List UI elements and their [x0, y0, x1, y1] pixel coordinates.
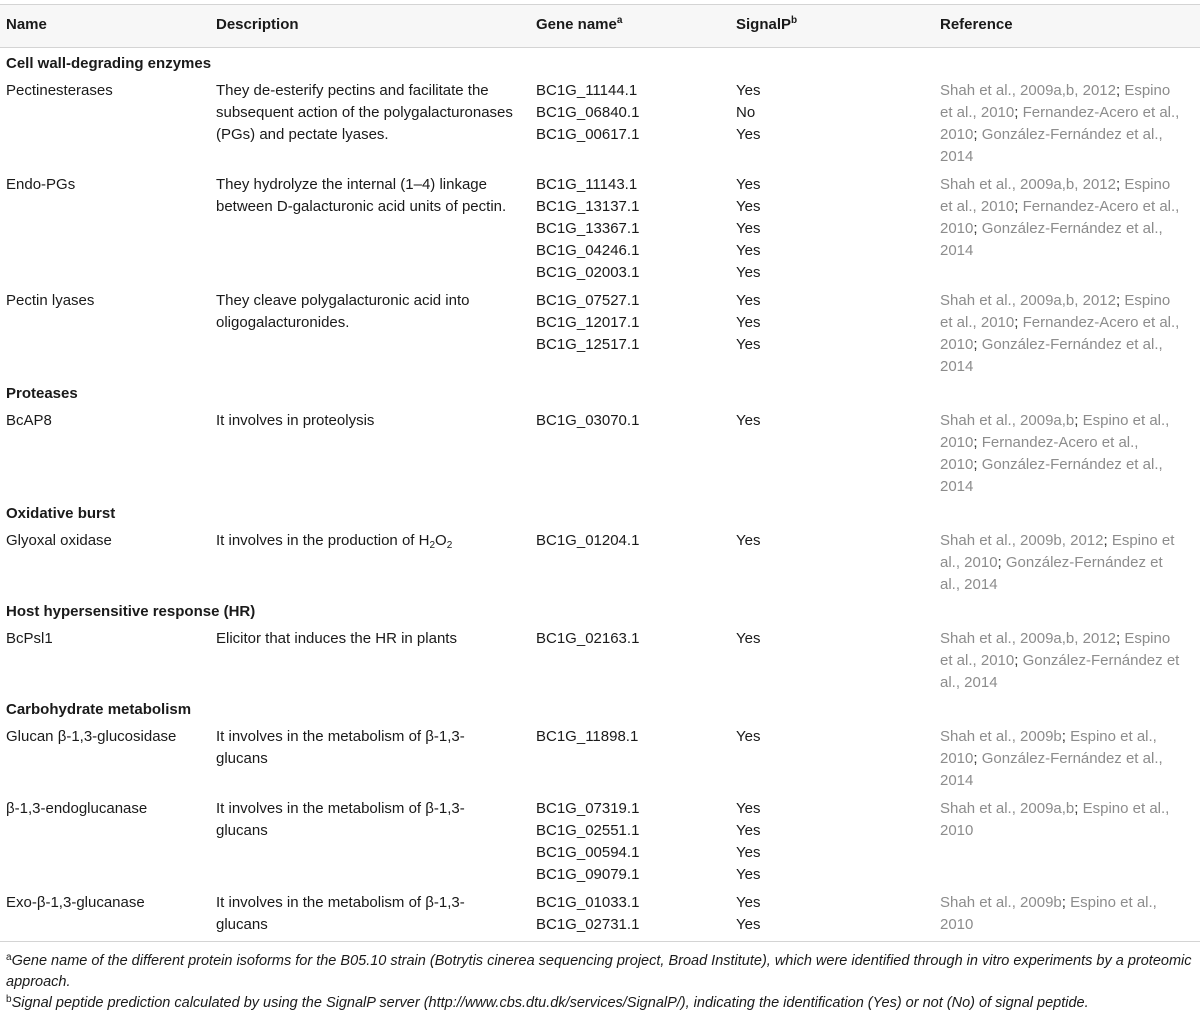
cell-gene-names — [536, 74, 736, 168]
reference-link[interactable]: Shah et al., 2009a,b, 2012 — [940, 82, 1116, 99]
gene-name: BC1G_13137.1 — [536, 198, 640, 215]
header-name: Name — [0, 5, 216, 48]
signalp-value: Yes — [736, 176, 761, 193]
cell-reference: Shah et al., 2009a,b, 2012; Espino et al., 2010; Fernandez-Acero et al., 2010; González-Fernández et al., 2014 — [940, 176, 1180, 259]
cell-name: β-1,3-endoglucanase — [6, 800, 148, 817]
cell-reference: Shah et al., 2009a,b; Espino et al., 2010 — [940, 800, 1170, 839]
cell-gene-names — [536, 404, 736, 498]
signalp-value: Yes — [736, 82, 761, 99]
reference-link[interactable]: Espino et al., 2010 — [940, 800, 1170, 839]
cell-signalp — [736, 284, 940, 378]
signalp-value: Yes — [736, 728, 761, 745]
header-signalp: SignalP$^b$ — [736, 5, 940, 48]
footnote-b: $^b$Signal peptide prediction calculated by using the SignalP server (http://www.cbs.dtu.dk/services/SignalP/), indicating the identification (Yes) or not (No) of signal peptide. — [6, 994, 1089, 1011]
table-row — [0, 404, 1200, 498]
cell-description: It involves in the metabolism of β-1,3-glucans — [216, 728, 465, 767]
reference-link[interactable]: González-Fernández et al., 2014 — [940, 750, 1163, 789]
reference-link[interactable]: Shah et al., 2009b — [940, 894, 1062, 911]
section-title: Cell wall-degrading enzymes — [6, 55, 212, 72]
section-title: Carbohydrate metabolism — [6, 701, 192, 718]
section-header — [0, 498, 1200, 524]
footnote-a: $^a$Gene name of the different protein isoforms for the B05.10 strain (Botrytis cinerea sequencing project, Broad Institute), which were identified through in vitro experiments by a proteomic approach. — [6, 952, 1192, 990]
cell-signalp — [736, 74, 940, 168]
table-row — [0, 720, 1200, 792]
reference-link[interactable]: Espino et al., 2010 — [940, 82, 1171, 121]
gene-name: BC1G_13367.1 — [536, 220, 640, 237]
header-gene-name: Gene name$^a$ — [536, 5, 736, 48]
signalp-value: Yes — [736, 264, 761, 281]
cell-name: Pectinesterases — [6, 82, 113, 99]
gene-name: BC1G_12517.1 — [536, 336, 640, 353]
signalp-value: Yes — [736, 314, 761, 331]
cell-reference: Shah et al., 2009a,b, 2012; Espino et al., 2010; González-Fernández et al., 2014 — [940, 630, 1180, 691]
gene-name: BC1G_01204.1 — [536, 532, 640, 549]
table-row — [0, 74, 1200, 168]
cell-name: BcPsl1 — [6, 630, 53, 647]
gene-name: BC1G_02003.1 — [536, 264, 640, 281]
table-row — [0, 792, 1200, 886]
gene-name: BC1G_06840.1 — [536, 104, 640, 121]
cell-name: Glucan β-1,3-glucosidase — [6, 728, 177, 745]
signalp-value: Yes — [736, 532, 761, 549]
gene-name: BC1G_11144.1 — [536, 82, 638, 99]
cell-gene-names — [536, 720, 736, 792]
signalp-value: Yes — [736, 292, 761, 309]
reference-link[interactable]: González-Fernández et al., 2014 — [940, 554, 1163, 593]
gene-name: BC1G_11143.1 — [536, 176, 638, 193]
cell-description: It involves in proteolysis — [216, 412, 375, 429]
cell-signalp — [736, 720, 940, 792]
signalp-value: Yes — [736, 630, 761, 647]
gene-name: BC1G_04246.1 — [536, 242, 640, 259]
section-title: Proteases — [6, 385, 78, 402]
cell-reference: Shah et al., 2009a,b, 2012; Espino et al., 2010; Fernandez-Acero et al., 2010; González-Fernández et al., 2014 — [940, 292, 1180, 375]
reference-link[interactable]: Espino et al., 2010 — [940, 894, 1157, 933]
reference-link[interactable]: Shah et al., 2009a,b — [940, 800, 1075, 817]
signalp-value: Yes — [736, 894, 761, 911]
signalp-value: Yes — [736, 198, 761, 215]
cell-description: It involves in the metabolism of β-1,3-glucans — [216, 894, 465, 933]
cell-description: They hydrolyze the internal (1–4) linkage between D-galacturonic acid units of pectin. — [216, 176, 507, 215]
cell-gene-names — [536, 886, 736, 936]
signalp-value: Yes — [736, 866, 761, 883]
cell-signalp — [736, 404, 940, 498]
cell-gene-names — [536, 792, 736, 886]
cell-gene-names — [536, 524, 736, 596]
signalp-value: Yes — [736, 242, 761, 259]
gene-name: BC1G_00594.1 — [536, 844, 640, 861]
cell-signalp — [736, 792, 940, 886]
cell-gene-names — [536, 622, 736, 694]
reference-link[interactable]: Shah et al., 2009b — [940, 728, 1062, 745]
cell-name: Exo-β-1,3-glucanase — [6, 894, 145, 911]
reference-link[interactable]: Fernandez-Acero et al., 2010 — [940, 104, 1180, 143]
signalp-value: Yes — [736, 412, 761, 429]
section-title: Oxidative burst — [6, 505, 116, 522]
signalp-value: Yes — [736, 844, 761, 861]
cell-name: Glyoxal oxidase — [6, 532, 112, 549]
reference-link[interactable]: Espino et al., 2010 — [940, 630, 1171, 669]
gene-name: BC1G_00617.1 — [536, 126, 640, 143]
reference-link[interactable]: González-Fernández et al., 2014 — [940, 456, 1163, 495]
signalp-value: Yes — [736, 800, 761, 817]
gene-name: BC1G_07319.1 — [536, 800, 640, 817]
gene-name: BC1G_02551.1 — [536, 822, 640, 839]
reference-link[interactable]: Espino et al., 2010 — [940, 292, 1171, 331]
signalp-value: Yes — [736, 822, 761, 839]
gene-name: BC1G_12017.1 — [536, 314, 640, 331]
table-row — [0, 524, 1200, 596]
footnote-divider — [0, 941, 1200, 942]
reference-link[interactable]: Shah et al., 2009a,b, 2012 — [940, 630, 1116, 647]
cell-description: It involves in the metabolism of β-1,3-glucans — [216, 800, 465, 839]
section-header — [0, 694, 1200, 720]
cell-description: Elicitor that induces the HR in plants — [216, 630, 457, 647]
cell-description: They de-esterify pectins and facilitate the subsequent action of the polygalacturonases (PGs) and pectate lyases. — [216, 82, 513, 143]
cell-name: BcAP8 — [6, 412, 52, 429]
table-row — [0, 886, 1200, 936]
cell-reference: Shah et al., 2009b, 2012; Espino et al., 2010; González-Fernández et al., 2014 — [940, 532, 1175, 593]
reference-link[interactable]: Espino et al., 2010 — [940, 728, 1157, 767]
cell-name: Pectin lyases — [6, 292, 95, 309]
gene-name: BC1G_09079.1 — [536, 866, 640, 883]
table-row — [0, 284, 1200, 378]
header-description: Description — [216, 5, 536, 48]
signalp-value: Yes — [736, 336, 761, 353]
section-header — [0, 48, 1200, 75]
cell-description: They cleave polygalacturonic acid into oligogalacturonides. — [216, 292, 470, 331]
gene-name: BC1G_02731.1 — [536, 916, 640, 933]
cell-signalp — [736, 622, 940, 694]
gene-name: BC1G_03070.1 — [536, 412, 640, 429]
reference-link[interactable]: Espino et al., 2010 — [940, 532, 1175, 571]
cell-reference: Shah et al., 2009a,b; Espino et al., 2010; Fernandez-Acero et al., 2010; González-Fernández et al., 2014 — [940, 412, 1170, 495]
signalp-value: Yes — [736, 916, 761, 933]
header-row — [0, 5, 1200, 48]
section-header — [0, 596, 1200, 622]
reference-link[interactable]: González-Fernández et al., 2014 — [940, 336, 1163, 375]
gene-name: BC1G_02163.1 — [536, 630, 640, 647]
cell-signalp — [736, 886, 940, 936]
table-row — [0, 622, 1200, 694]
reference-link[interactable]: Shah et al., 2009b, 2012 — [940, 532, 1104, 549]
cell-reference: Shah et al., 2009b; Espino et al., 2010; González-Fernández et al., 2014 — [940, 728, 1163, 789]
cell-gene-names — [536, 168, 736, 284]
cell-reference: Shah et al., 2009a,b, 2012; Espino et al., 2010; Fernandez-Acero et al., 2010; González-Fernández et al., 2014 — [940, 82, 1180, 165]
gene-name: BC1G_11898.1 — [536, 728, 639, 745]
gene-name: BC1G_07527.1 — [536, 292, 640, 309]
cell-reference: Shah et al., 2009b; Espino et al., 2010 — [940, 894, 1157, 933]
reference-link[interactable]: Shah et al., 2009a,b, 2012 — [940, 292, 1116, 309]
reference-link[interactable]: González-Fernández et al., 2014 — [940, 220, 1163, 259]
reference-link[interactable]: Espino et al., 2010 — [940, 412, 1170, 451]
table-row — [0, 168, 1200, 284]
section-header — [0, 378, 1200, 404]
reference-link[interactable]: González-Fernández et al., 2014 — [940, 652, 1180, 691]
reference-link[interactable]: Shah et al., 2009a,b — [940, 412, 1075, 429]
reference-link[interactable]: Fernandez-Acero et al., 2010 — [940, 434, 1139, 473]
table-body — [0, 48, 1200, 937]
cell-name: Endo-PGs — [6, 176, 76, 193]
reference-link[interactable]: Fernandez-Acero et al., 2010 — [940, 314, 1180, 353]
cell-gene-names — [536, 284, 736, 378]
cell-description: It involves in the production of $H_2O_2$ — [216, 532, 453, 551]
cell-signalp — [736, 524, 940, 596]
cell-signalp — [736, 168, 940, 284]
reference-link[interactable]: Espino et al., 2010 — [940, 176, 1171, 215]
signalp-value: Yes — [736, 220, 761, 237]
signalp-value: No — [736, 104, 756, 121]
gene-name: BC1G_01033.1 — [536, 894, 640, 911]
reference-link[interactable]: Fernandez-Acero et al., 2010 — [940, 198, 1180, 237]
protein-table — [0, 4, 1200, 936]
section-title: Host hypersensitive response (HR) — [6, 603, 256, 620]
reference-link[interactable]: González-Fernández et al., 2014 — [940, 126, 1163, 165]
signalp-value: Yes — [736, 126, 761, 143]
reference-link[interactable]: Shah et al., 2009a,b, 2012 — [940, 176, 1116, 193]
header-reference: Reference — [940, 5, 1200, 48]
